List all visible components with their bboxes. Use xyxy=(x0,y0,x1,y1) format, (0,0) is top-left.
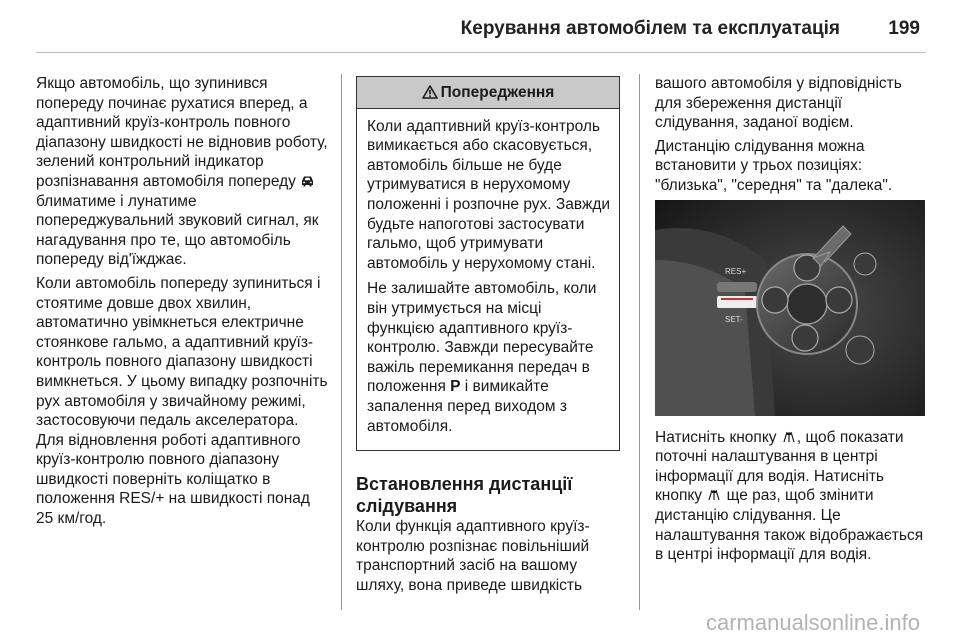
paragraph: Коли автомобіль попереду зупиниться і стоятиме довше двох хвилин, автоматично увімкнеться електричне стоянкове гальмо, а адаптивний круїз-контроль повного діапазону швидкості вимкнеться. У цьому випадку розпочніть рух автомобіля у звичайному режимі, застосовуючи педаль акселератора. Для відновлення роботі адаптивного круїз-контролю повного діапазону швидкості поверніть коліщатко в положення RES/+ на швидкості понад 25 км/год. xyxy=(36,274,328,528)
page-number: 199 xyxy=(888,18,920,39)
warning-header xyxy=(357,77,619,109)
paragraph: Коли адаптивний круїз-контроль вимикається або скасовується, автомобіль більше не буде утримуватися в нерухомому положенні і розпочне рух. Завжди будьте напоготові застосувати гальмо, щоб утримувати автомобіль у нерухомому стані. xyxy=(367,117,611,272)
warning-box xyxy=(356,76,620,451)
paragraph: вашого автомобіля у відповідність для збереження дистанції слідування, заданої водієм. xyxy=(655,75,902,132)
page-title: Керування автомобілем та експлуатація xyxy=(460,18,840,39)
lower-button xyxy=(792,325,818,351)
res-switch xyxy=(717,282,757,292)
steering-wheel-controls-figure xyxy=(655,200,925,416)
section-title: Встановлення дистанції слідування xyxy=(356,474,573,517)
set-label: SET- xyxy=(725,314,743,324)
rocker-switch xyxy=(717,296,757,308)
text: і вимикайте запалення перед виходом з автомобіля. xyxy=(367,378,567,435)
lower-right-button xyxy=(846,336,874,364)
column-divider xyxy=(341,74,342,610)
steering-wheel-illustration xyxy=(655,200,925,416)
paragraph xyxy=(655,428,925,565)
paragraph xyxy=(36,74,328,270)
res-label: RES+ xyxy=(725,266,747,276)
page-header xyxy=(0,0,960,58)
column-divider xyxy=(639,74,640,610)
cruise-button xyxy=(762,287,788,313)
warning-title: Попередження xyxy=(440,84,555,101)
paragraph xyxy=(367,279,611,436)
text: Не залишайте автомобіль, коли він утримується на місці функцією адаптивного круїз-контролю. Завжди пересувайте важіль перемикання передач в положення xyxy=(367,280,597,396)
car-front-icon xyxy=(300,173,315,189)
column-2 xyxy=(356,74,620,599)
text: блиматиме і лунатиме попереджувальний звуковий сигнал, як нагадування про те, що автомобіль попереду від'їжджає. xyxy=(36,192,319,269)
paragraph: Дистанцію слідування можна встановити у трьох позиціях: "близька", "середня" та "далека". xyxy=(655,137,893,194)
distance-gap-icon xyxy=(706,487,722,503)
watermark: carmanualsonline.info xyxy=(705,610,920,635)
text: ще раз, щоб змінити дистанцію слідування. Це налаштування також відображається в центрі інформації для водія. xyxy=(655,487,924,564)
upper-right-button xyxy=(854,253,876,275)
header-divider xyxy=(36,52,926,53)
column-1 xyxy=(36,74,328,533)
lane-button xyxy=(826,287,852,313)
warning-body xyxy=(357,109,619,451)
distance-gap-icon xyxy=(781,429,797,445)
warning-triangle-icon xyxy=(422,83,438,103)
paragraph: Коли функція адаптивного круїз-контролю розпізнає повільніший транспортний засіб на вашому шляху, вона приведе швидкість xyxy=(356,518,590,594)
text: Якщо автомобіль, що зупинився попереду починає рухатися вперед, а адаптивний круїз-контроль повного діапазону швидкості не відновив роботу, зелений контрольний індикатор розпізнавання автомобіля попереду xyxy=(36,75,328,190)
column-3 xyxy=(655,74,925,569)
text: Натисніть кнопку xyxy=(655,428,781,446)
text: , щоб показати поточні налаштування в центрі інформації для водія. Натисніть кнопку xyxy=(655,428,904,505)
gear-position-label: P xyxy=(450,378,461,396)
